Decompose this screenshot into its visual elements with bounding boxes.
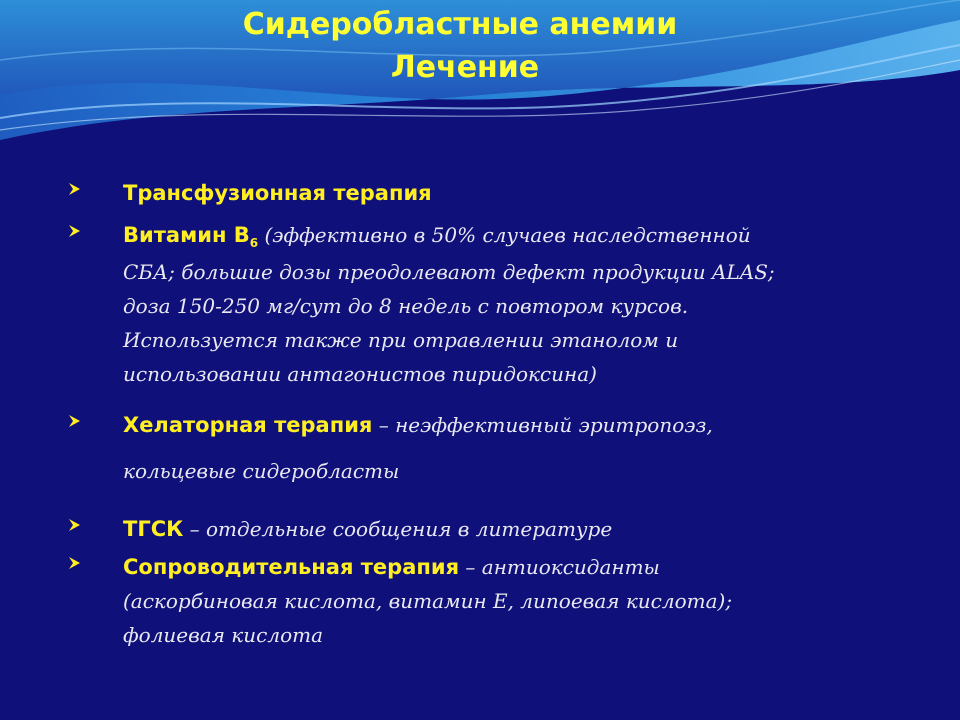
bullet-text (123, 512, 863, 546)
bullet-line: использовании антагонистов пиридоксина) (123, 362, 597, 386)
bullet-lead: Сопроводительная терапия (123, 555, 460, 579)
bullet-lead: Хелаторная терапия (123, 413, 373, 437)
arrow-bullet-icon (66, 180, 84, 198)
bullet-line: – антиоксиданты (459, 555, 660, 579)
bullet-line: – отдельные сообщения в литературе (183, 517, 613, 541)
bullet-text (123, 408, 863, 488)
slide-subtitle: Лечение (390, 50, 540, 85)
arrow-bullet-icon (66, 412, 84, 430)
bullet-line: (эффективно в 50% случаев наследственной (258, 223, 751, 247)
bullet-line: Используется также при отравлении этанолом и (123, 328, 679, 352)
arrow-bullet-icon (66, 516, 84, 534)
bullet-line: – неэффективный эритропоэз, (372, 413, 713, 437)
bullet-lead: ТГСК (123, 517, 184, 541)
bullet-lead-subscript: 6 (249, 236, 259, 250)
arrow-bullet-icon (66, 554, 84, 572)
bullet-lead: Витамин В (123, 223, 250, 247)
bullet-lead: Трансфузионная терапия (123, 181, 432, 205)
bullet-line: СБА; большие дозы преодолевают дефект продукции ALAS; (123, 260, 775, 284)
bullet-line: доза 150-250 мг/сут до 8 недель с повтором курсов. (123, 294, 689, 318)
bullet-text (123, 550, 863, 652)
bullet-line: фолиевая кислота (123, 623, 323, 647)
bullet-line: кольцевые сидеробласты (123, 459, 400, 483)
arrow-bullet-icon (66, 222, 84, 240)
bullet-line: (аскорбиновая кислота, витамин Е, липоевая кислота); (123, 589, 733, 613)
bullet-text (123, 176, 863, 210)
bullet-text (123, 218, 863, 391)
slide-title: Сидеробластные анемии (242, 7, 678, 42)
